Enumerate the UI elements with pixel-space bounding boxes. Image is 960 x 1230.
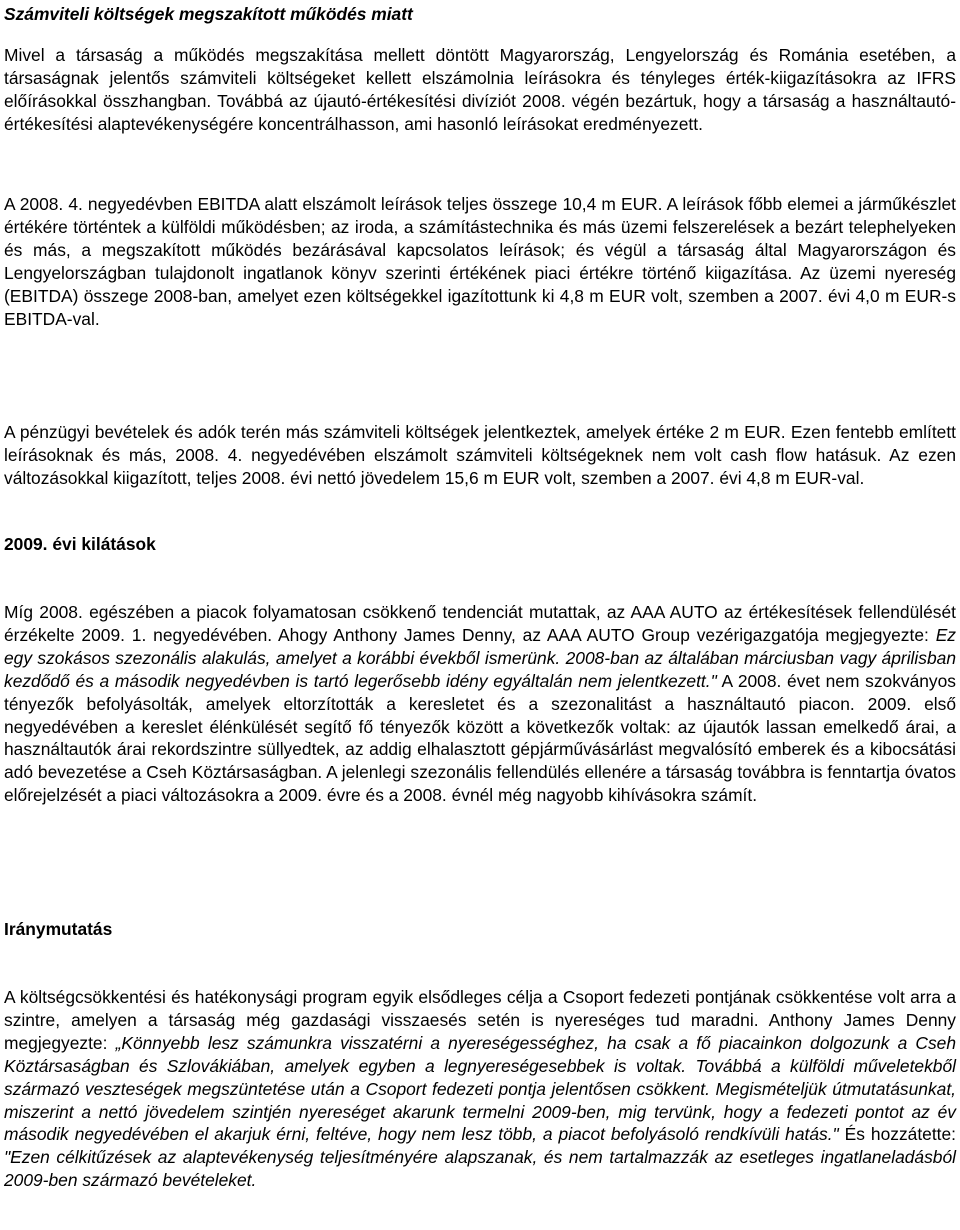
outlook-text-intro: Míg 2008. egészében a piacok folyamatosan csökkenő tendenciát mutattak, az AAA AUTO az értékesítések fellendülését érzékelte 2009. 1. negyedévében. Ahogy Anthony James Denny, az AAA AUTO Group vezérigazgatója megjegyezte:: [4, 602, 956, 645]
paragraph-write-offs: A 2008. 4. negyedévben EBITDA alatt elszámolt leírások teljes összege 10,4 m EUR. A leírások főbb elemei a járműkészlet értékére történtek a külföldi működésben; az iroda, a számítástechnika és más üzemi felszerelések a bezárt telephelyeken és más, a megszakított működés bezárásával kapcsolatos leírások; és végül a társaság által Magyarországon és Lengyelországban tulajdonolt ingatlanok könyv szerinti értékének piaci értékre történő kiigazítása. Az üzemi nyereség (EBITDA) összege 2008-ban, amelyet ezen költségekkel igazítottunk ki 4,8 m EUR volt, szemben a 2007. évi 4,0 m EUR-s EBITDA-val.: [4, 194, 956, 329]
paragraph-outlook: [4, 601, 956, 807]
paragraph-guidance: [4, 986, 956, 1192]
guidance-text-intro: A költségcsökkentési és hatékonysági program egyik elsődleges célja a Csoport fedezeti pontjának csökkentése volt arra a szintre, amelyen a társaság még gazdasági visszaesés setén is nyereséges tud maradni. Anthony James Denny megjegyezte:: [4, 987, 956, 1053]
guidance-quote: „Könnyebb lesz számunkra visszatérni a nyereségességhez, ha csak a fő piacainkon dolgozunk a Cseh Köztársaságban és Szlovákiában, amelyek egyben a legnyereségesebbek is voltak. Továbbá a külföldi műveletekből származó veszteségek megszüntetése után a Csoport fedezeti pontja jelentősen csökkent. Megismételjük útmutatásunkat, miszerint a nettó jövedelem szintjén nyereséget akarunk termelni 2009-ben, mig tervünk, hogy a fedezeti pontot az év második negyedévében el akarjuk érni, feltéve, hogy nem lesz több, a piacot befolyásoló rendkívüli hatás.": [4, 1032, 956, 1145]
guidance-quote-2: "Ezen célkitűzések az alaptevékenység teljesítményére alapszanak, és nem tartalmazzák az esetleges ingatlaneladásból 2009-ben származó bevételeket.: [4, 1147, 956, 1191]
guidance-text-mid: És hozzátette:: [838, 1124, 956, 1145]
section-title-guidance: Iránymutatás: [4, 919, 113, 939]
paragraph-discontinued-operations: Mivel a társaság a működés megszakítása mellett döntött Magyarország, Lengyelország és Románia esetében, a társaságnak jelentős számviteli költségeket kellett elszámolnia leírásokra és tényleges érték-kiigazításokra az IFRS előírásokkal összhangban. Továbbá az újautó-értékesítési divíziót 2008. végén bezártuk, hogy a társaság a használtautó-értékesítési alaptevékenységére koncentrálhasson, ami hasonló leírásokat eredményezett.: [4, 45, 956, 134]
paragraph-financial-income: A pénzügyi bevételek és adók terén más számviteli költségek jelentkeztek, amelyek értéke 2 m EUR. Ezen fentebb említett leírásoknak és más, 2008. 4. negyedévében elszámolt számviteli költségeknek nem volt cash flow hatásuk. Az ezen változásokkal kiigazított, teljes 2008. évi nettó jövedelem 15,6 m EUR volt, szemben a 2007. évi 4,8 m EUR-val.: [4, 422, 956, 488]
section-title-accounting-costs: Számviteli költségek megszakított működés miatt: [4, 4, 413, 24]
section-title-outlook-2009: 2009. évi kilátások: [4, 534, 156, 554]
outlook-text-rest: A 2008. évet nem szokványos tényezők befolyásolták, amelyek eltorzították a keresletet és a szezonalitást a használtautó piacon. 2009. első negyedévében a kereslet élénkülését segítő fő tényezők között a következők voltak: az újautók lassan emelkedő árai, a használtautók árai rekordszintre süllyedtek, az addig elhalasztott gépjárművásárlást megvalósító emberek és a kibocsátási adó bevezetése a Cseh Köztársaságban. A jelenlegi szezonális fellendülés ellenére a társaság továbbra is fenntartja óvatos előrejelzését a piaci változásokra a 2009. évre és a 2008. évnél még nagyobb kihívásokra számít.: [4, 670, 956, 806]
outlook-quote: Ez egy szokásos szezonális alakulás, amelyet a korábbi évekből ismerünk. 2008-ban az általában márciusban vagy áprilisban kezdődő és a második negyedévben is tartó legerősebb idény egyáltalán nem jelentkezett.": [4, 624, 956, 691]
